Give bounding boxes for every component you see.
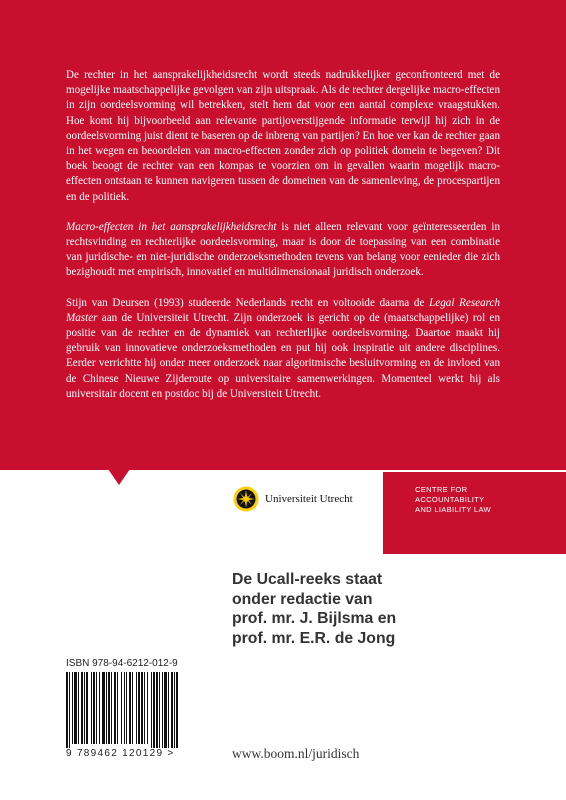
barcode-bar — [124, 672, 125, 744]
barcode-bar — [108, 672, 110, 744]
barcode-bar — [138, 672, 140, 744]
barcode-bar — [164, 672, 167, 748]
series-line-3: prof. mr. J. Bijlsma en — [232, 610, 397, 627]
author-bio — [66, 296, 500, 402]
barcode-bar — [168, 672, 169, 748]
series-line-4: prof. mr. E.R. de Jong — [232, 629, 396, 647]
programme-name: Legal Research Master — [66, 296, 500, 324]
barcode-bar — [147, 672, 148, 744]
ucall-line-1: CENTRE FOR — [415, 485, 468, 494]
ucall-logo-text — [415, 485, 491, 515]
barcode-bar — [114, 672, 116, 744]
author-bio-start: Stijn van Deursen (1993) studeerde Nederlands recht en voltooide daarna de — [66, 296, 430, 309]
panel-notch — [108, 469, 130, 485]
isbn-label: ISBN 978-94-6212-012-9 — [66, 658, 178, 669]
sun-emblem-icon — [233, 486, 259, 512]
barcode-bar — [81, 672, 83, 744]
series-line-1: De Ucall-reeks staat — [232, 571, 383, 588]
barcode-bar — [93, 672, 95, 744]
series-line-2: onder redactie van — [232, 590, 373, 608]
isbn-barcode — [66, 672, 178, 748]
publisher-url: www.boom.nl/juridisch — [232, 746, 360, 761]
blurb-paragraph-1: De rechter in het aansprakelijkheidsrecht wordt steeds nadrukkelijker geconfronteerd met de mogelijke maatschappelijke gevolgen van zijn uitspraak. Als de rechter dergelijke macro-effecten in zijn oordeelsvorming wil betrekken, stelt hem dat voor een aantal complexe vraagstukken. Hoe komt hij bijvoorbeeld aan relevante partijoverstijgende informatie terwijl hij zich in de oordeelsvorming juist dient te baseren op de inbreng van partijen? En hoe ver kan de rechter gaan in het wegen en beoordelen van macro-effecten zonder zich op politiek domein te begeven? Dit boek beoogt de rechter van een kompas te voorzien om in gevallen waarin mogelijk macro-effecten ontstaan te kunnen navigeren tussen de domeinen van de samenleving, de procespartijen en de politiek. — [66, 69, 500, 203]
barcode-digits: 9 789462 120129 > — [66, 748, 175, 759]
barcode-bar — [129, 672, 131, 744]
barcode-bar — [121, 672, 122, 744]
barcode-bar — [99, 672, 100, 744]
university-name: Universiteit Utrecht — [265, 493, 353, 505]
barcode-bar — [153, 672, 155, 748]
barcode-bar — [74, 672, 77, 744]
barcode-bar — [86, 672, 88, 744]
barcode-bar — [156, 672, 158, 748]
back-cover-blurb — [66, 68, 500, 417]
barcode-bar — [159, 672, 160, 748]
barcode-bar — [96, 672, 97, 744]
barcode-bar — [126, 672, 127, 744]
barcode-bar — [84, 672, 85, 744]
barcode-bar — [91, 672, 92, 744]
barcode-bar — [174, 672, 175, 748]
barcode-bar — [176, 672, 178, 748]
barcode-bar — [151, 672, 152, 748]
blurb-paragraph-2 — [66, 220, 500, 281]
barcode-bar — [141, 672, 143, 744]
barcode-bar — [144, 672, 145, 744]
series-editors-note — [232, 570, 532, 648]
blurb-paragraph-2-text: is niet alleen relevant voor geïnteresseerden in rechtsvinding en rechterlijke oordeelsvorming, maar is door de toepassing van een combinatie van juridische- en niet-juridische onderzoeksmethoden tevens van belang voor eenieder die zich bezighoudt met empirisch, innovatief en multidimensionaal juridisch onderzoek. — [66, 220, 500, 279]
barcode-bar — [78, 672, 79, 744]
ucall-line-3: AND LIABILITY LAW — [415, 505, 491, 514]
author-bio-rest: aan de Universiteit Utrecht. Zijn onderzoek is gericht op de (maatschappelijke) rol en positie van de rechter en de dynamiek van rechterlijke oordeelsvorming. Daartoe maakt hij gebruik van innovatieve onderzoeksmethoden en put hij ook inspiratie uit andere disciplines. Eerder verrichtte hij onder meer onderzoek naar algoritmische besluitvorming en de invloed van de Chinese Nieuwe Zijderoute op universitaire samenwerkingen. Momenteel werkt hij als universitair docent en postdoc bij de Universiteit Utrecht. — [66, 311, 500, 400]
ucall-line-2: ACCOUNTABILITY — [415, 495, 485, 504]
university-logo — [233, 484, 353, 514]
barcode-bar — [106, 672, 107, 744]
barcode-bar — [111, 672, 112, 744]
barcode-bar — [162, 672, 163, 748]
book-title: Macro-effecten in het aansprakelijkheidsrecht — [66, 220, 277, 233]
barcode-bar — [102, 672, 105, 744]
barcode-bar — [72, 672, 73, 744]
barcode-bar — [171, 672, 173, 748]
barcode-bar — [66, 672, 68, 748]
barcode-bar — [69, 672, 70, 748]
barcode-bar — [136, 672, 137, 744]
ucall-logo-block — [383, 472, 566, 554]
barcode-bar — [117, 672, 118, 744]
barcode-bar — [132, 672, 133, 744]
